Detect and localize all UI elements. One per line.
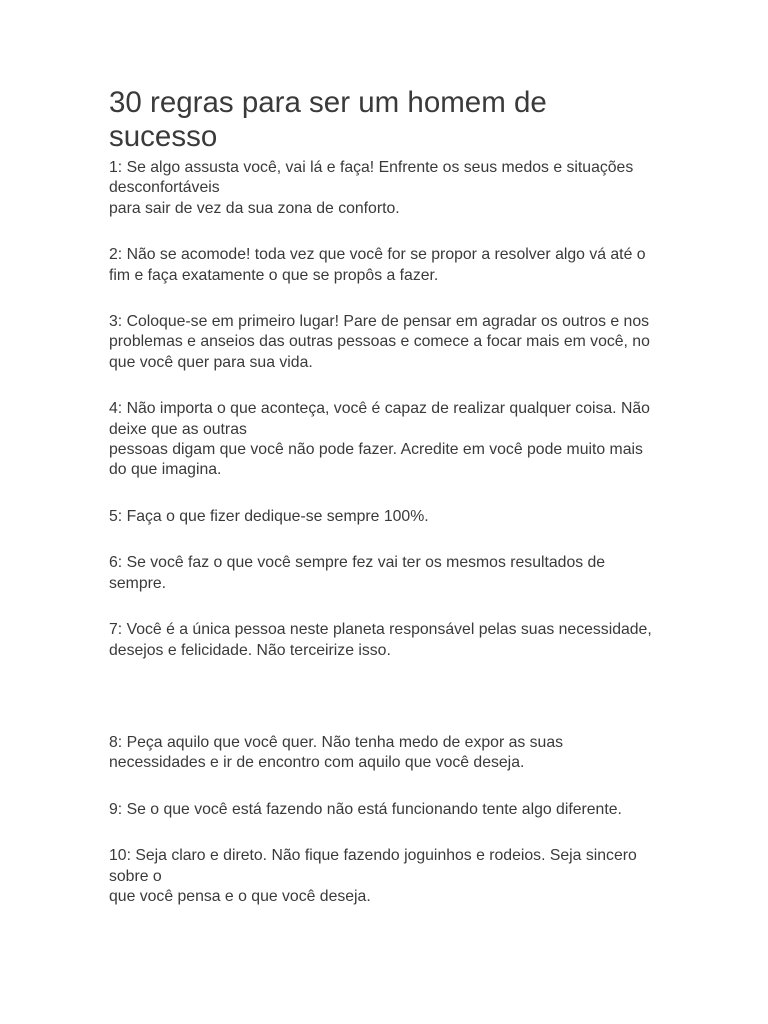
rule-item-7 <box>109 620 660 661</box>
rule-line: 9: Se o que você está fazendo não está funcionando tente algo diferente. <box>109 800 622 818</box>
rule-line: 2: Não se acomode! toda vez que você for se propor a resolver algo vá até o fim e faça exatamente o que se propôs a fazer. <box>109 246 646 284</box>
rule-line: 1: Se algo assusta você, vai lá e faça! Enfrente os seus medos e situações desconfortáveis <box>109 159 634 197</box>
rule-line: 8: Peça aquilo que você quer. Não tenha medo de expor as suas necessidades e ir de encontro com aquilo que você deseja. <box>109 733 564 772</box>
rule-line: 5: Faça o que fizer dedique-se sempre 100%. <box>109 507 429 525</box>
rule-item-10 <box>109 846 660 907</box>
rule-item-8 <box>109 733 660 774</box>
rule-line: que você pensa e o que você deseja. <box>109 887 371 905</box>
rule-item-1 <box>109 158 660 219</box>
rule-item-9 <box>109 800 660 820</box>
rule-item-3 <box>109 312 660 373</box>
rule-item-6 <box>109 553 660 594</box>
rule-item-5 <box>109 507 660 527</box>
rule-line: 7: Você é a única pessoa neste planeta responsável pelas suas necessidade, desejos e felicidade. Não terceirize isso. <box>109 621 652 659</box>
document-title: 30 regras para ser um homem de sucesso <box>109 86 547 153</box>
rule-item-4 <box>109 399 660 481</box>
rule-line: 4: Não importa o que aconteça, você é capaz de realizar qualquer coisa. Não deixe que as outras <box>109 400 650 438</box>
rule-line: pessoas digam que você não pode fazer. Acredite em você pode muito mais do que imagina. <box>109 441 643 479</box>
rule-line: 10: Seja claro e direto. Não fique fazendo joguinhos e rodeios. Seja sincero sobre o <box>109 847 637 885</box>
rules-list <box>109 158 660 907</box>
rule-line: para sair de vez da sua zona de conforto. <box>109 199 400 217</box>
rule-line: 3: Coloque-se em primeiro lugar! Pare de pensar em agradar os outros e nos problemas e anseios das outras pessoas e comece a focar mais em você, no que você quer para sua vida. <box>109 313 650 371</box>
rule-line: 6: Se você faz o que você sempre fez vai ter os mesmos resultados de sempre. <box>109 554 606 592</box>
rule-item-2 <box>109 245 660 286</box>
